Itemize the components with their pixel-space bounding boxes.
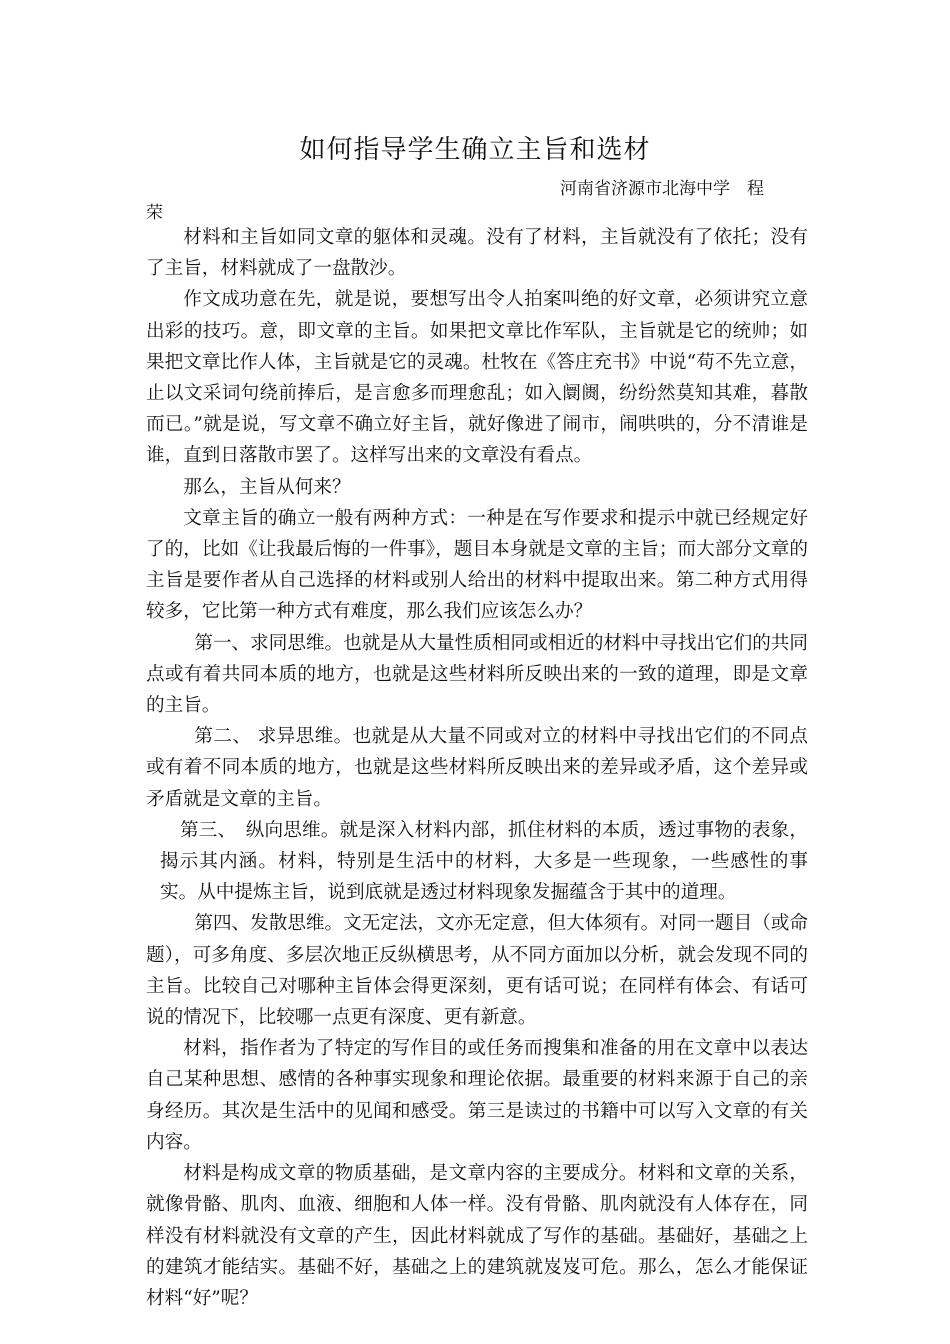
article-body <box>146 222 808 1314</box>
paragraph-method-4: 第四、发散思维。文无定法，文亦无定意，但大体须有。对同一题目（或命题），可多角度、多层次地正反纵横思考，从不同方面加以分析，就会发现不同的主旨。比较自己对哪种主旨体会得更深刻，更有话可说；在同样有体会、有话可说的情况下，比较哪一点更有深度、更有新意。 <box>146 913 808 1029</box>
paragraph-two-ways: 文章主旨的确立一般有两种方式：一种是在写作要求和提示中就已经规定好了的，比如《让我最后悔的一件事》，题目本身就是文章的主旨；而大部分文章的主旨是要作者从自己选择的材料或别人给出的材料中提取出来。第二种方式用得较多，它比第一种方式有难度，那么我们应该怎么办？ <box>146 507 808 623</box>
paragraph-method-3: 第三、 纵向思维。就是深入材料内部，抓住材料的本质，透过事物的表象，揭示其内涵。材料，特别是生活中的材料，大多是一些现象，一些感性的事实。从中提炼主旨，说到底就是透过材料现象发掘蕴含于其中的道理。 <box>160 819 808 904</box>
author-name-continuation: 荣 <box>146 203 163 223</box>
author-line: 河南省济源市北海中学 程 <box>560 179 764 199</box>
paragraph-question: 那么，主旨从何来？ <box>183 476 351 498</box>
paragraph-method-1: 第一、求同思维。也就是从大量性质相同或相近的材料中寻找出它们的共同点或有着共同本质的地方，也就是这些材料所反映出来的一致的道理，即是文章的主旨。 <box>146 632 808 717</box>
paragraph-method-2: 第二、 求异思维。也就是从大量不同或对立的材料中寻找出它们的不同点或有着不同本质的地方，也就是这些材料所反映出来的差异或矛盾，这个差异或矛盾就是文章的主旨。 <box>146 726 808 810</box>
paragraph-idea-first: 作文成功意在先，就是说，要想写出令人拍案叫绝的好文章，必须讲究立意出彩的技巧。意，即文章的主旨。如果把文章比作军队，主旨就是它的统帅；如果把文章比作人体，主旨就是它的灵魂。杜牧在《答庄充书》中说“苟不先立意，止以文采词句绕前捧后，是言愈多而理愈乱；如入阛阓，纷纷然莫知其难，暮散而已。”就是说，写文章不确立好主旨，就好像进了闹市，闹哄哄的，分不清谁是谁，直到日落散市罢了。这样写出来的文章没有看点。 <box>146 289 808 467</box>
page-title: 如何指导学生确立主旨和选材 <box>299 135 651 165</box>
paragraph-material-basis: 材料是构成文章的物质基础，是文章内容的主要成分。材料和文章的关系，就像骨骼、肌肉、血液、细胞和人体一样。没有骨骼、肌肉就没有人体存在，同样没有材料就没有文章的产生，因此材料就成了写作的基础。基础好，基础之上的建筑才能结实。基础不好，基础之上的建筑就岌岌可危。那么，怎么才能保证材料“好”呢？ <box>146 1163 808 1309</box>
paragraph-intro: 材料和主旨如同文章的躯体和灵魂。没有了材料，主旨就没有了依托；没有了主旨，材料就成了一盘散沙。 <box>146 227 808 280</box>
paragraph-material-definition: 材料，指作者为了特定的写作目的或任务而搜集和准备的用在文章中以表达自己某种思想、感情的各种事实现象和理论依据。最重要的材料来源于自己的亲身经历。其次是生活中的见闻和感受。第三是读过的书籍中可以写入文章的有关内容。 <box>146 1038 808 1153</box>
